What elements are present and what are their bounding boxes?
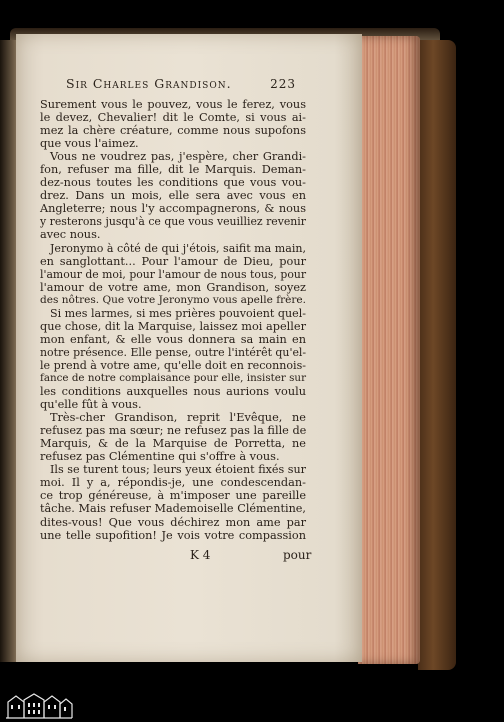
page-number: 223 [270,77,296,91]
text-line: en sanglottant... Pour l'amour de Dieu, pour [40,254,306,268]
text-line: fance de notre complaisance pour elle, insister sur [40,371,306,384]
text-line: qu'elle fût à vous. [40,398,142,412]
text-line: moi. Il y a, répondis-je, une condescendan- [40,476,306,490]
text-line: que chose, dit la Marquise, laissez moi apeller [40,319,306,333]
book-cover-edge [418,40,456,670]
signature-mark: K 4 [190,548,211,562]
text-line: refusez pas Clémentine qui s'offre à vous. [40,450,280,464]
text-line: Angleterre; nous l'y accompagnerons, & nous [40,202,306,216]
text-line: l'amour de moi, pour l'amour de nous tous, pour [40,267,307,281]
text-line: le devez, Chevalier! dit le Comte, si vous ai- [40,111,306,125]
text-line: mez la chère créature, comme nous supofons [40,124,306,138]
text-line: Si mes larmes, si mes prières pouvoient quel- [50,306,306,320]
page-block-edges [358,36,420,664]
running-header [66,76,296,94]
text-line: refusez pas ma sœur; ne refusez pas la fille de [40,424,307,438]
text-line: Très-cher Grandison, reprit l'Evêque, ne [50,411,306,425]
text-line: le prend à votre ame, qu'elle doit en reconnois- [40,358,307,372]
text-line: des nôtres. Que votre Jeronymo vous apelle frère. [40,293,306,306]
text-line: Vous ne voudrez pas, j'espère, cher Grandi- [50,150,306,164]
text-line: Ils se turent tous; leurs yeux étoient fixés sur [50,463,306,477]
text-line: dez-nous toutes les conditions que vous vou- [40,176,306,190]
text-line: drez. Dans un mois, elle sera avec vous en [40,189,306,203]
text-line: une telle supofition! Je vois votre compassion [40,528,306,542]
running-title: Sir Charles Grandison. [66,76,232,91]
text-line: Marquis, & de la Marquise de Porretta, ne [40,437,306,451]
text-line: avec nous. [40,228,101,242]
text-line: l'amour de votre ame, mon Grandison, soyez [40,280,306,294]
text-line: mon enfant, & elle vous donnera sa main en [40,332,306,346]
text-line: notre présence. Elle pense, outre l'intérêt qu'el- [40,345,307,359]
text-line: dites-vous! Que vous déchirez mon ame par [40,515,306,529]
text-line: y resterons jusqu'à ce que vous veuilliez revenir [40,215,306,229]
text-line: tâche. Mais refuser Mademoiselle Clémentine, [40,502,306,516]
catchword: pour [283,548,312,562]
text-line: que vous l'aimez. [40,137,139,151]
footer-bar [0,690,504,722]
library-logo-icon [4,692,74,720]
text-line: les conditions auxquelles nous aurions voulu [40,385,306,399]
text-line: Surement vous le pouvez, vous le ferez, vous [40,98,306,111]
body-text [40,98,306,542]
text-line: ce trop généreuse, à m'imposer une pareille [40,489,306,503]
text-line: fon, refuser ma fille, dit le Marquis. Deman- [40,163,306,177]
text-line: Jeronymo à côté de qui j'étois, saifit ma main, [50,241,306,255]
